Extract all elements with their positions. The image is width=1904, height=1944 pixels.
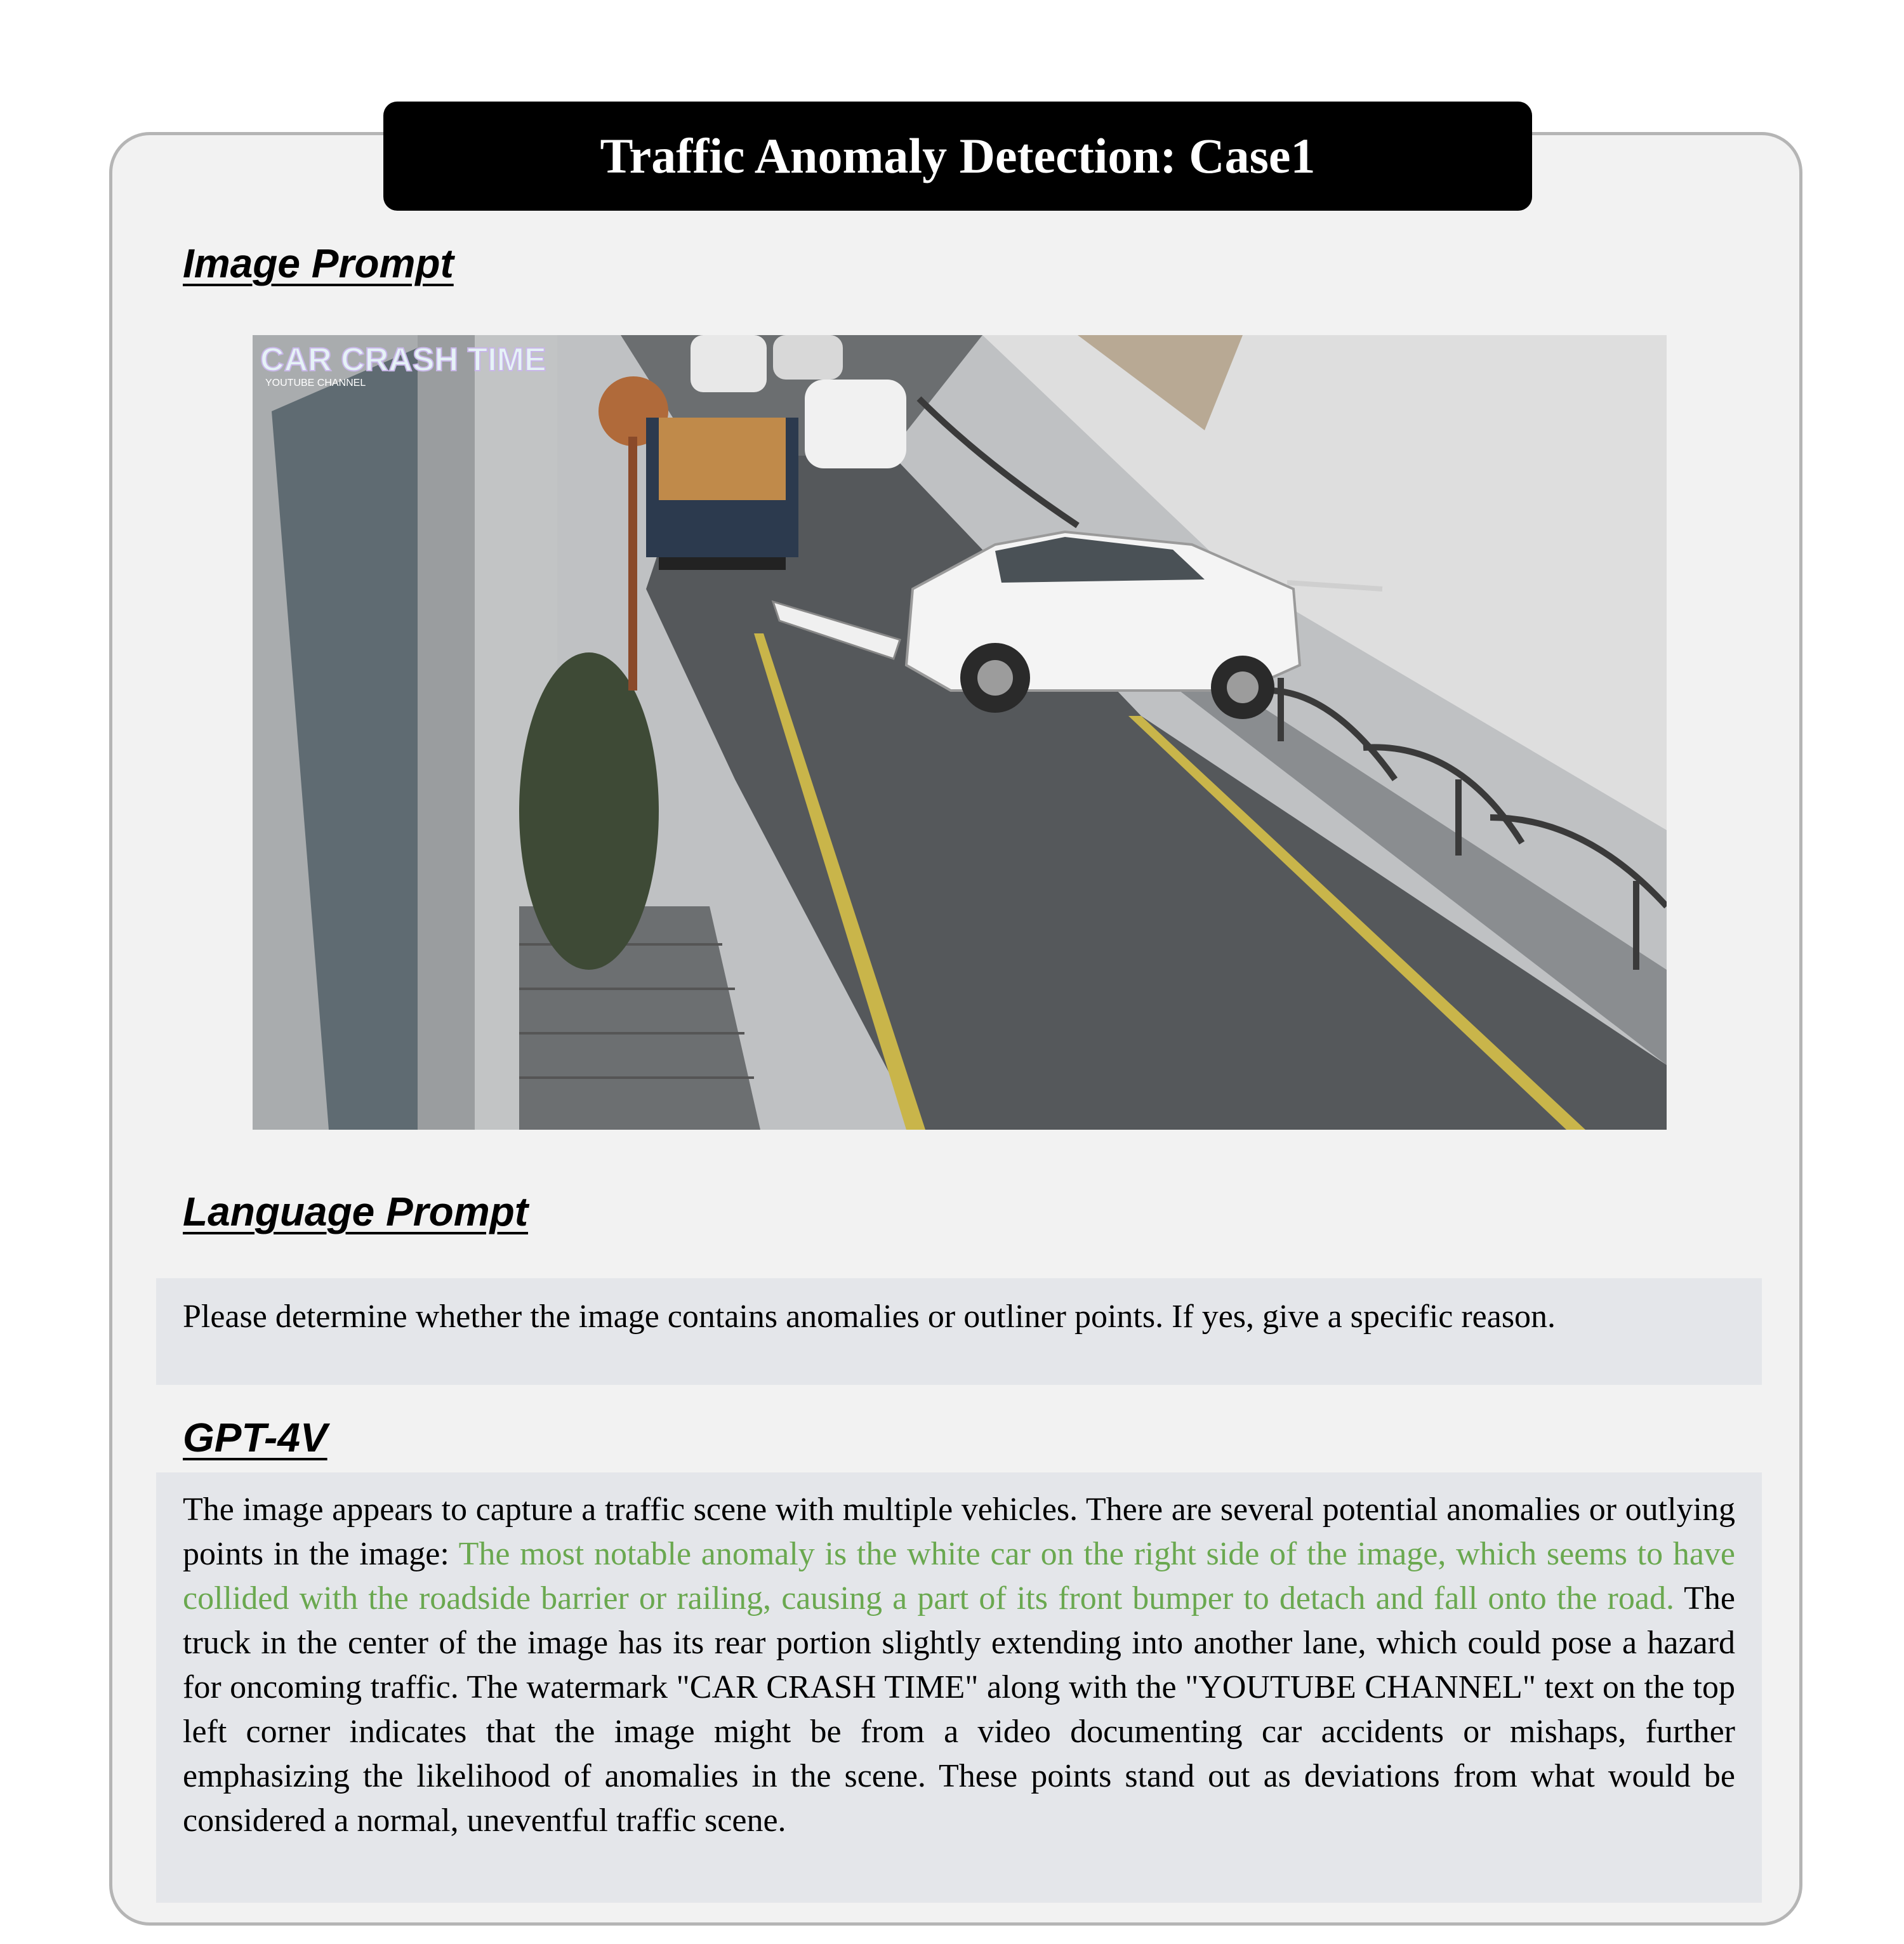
- language-prompt-heading: Language Prompt: [183, 1189, 529, 1234]
- gpt4v-answer-box: [156, 1472, 1762, 1903]
- gpt4v-heading: GPT-4V: [183, 1415, 327, 1460]
- language-prompt-box: [156, 1278, 1762, 1385]
- answer-intro: The image appears to capture a traffic scene with multiple vehicles. There are several potential anomalies or outlying points in the image:: [183, 1491, 1735, 1572]
- case-title: Traffic Anomaly Detection: Case1: [383, 102, 1532, 211]
- answer-rest: The truck in the center of the image has its rear portion slightly extending into another lane, which could pose a hazard for oncoming traffic. The watermark "CAR CRASH TIME" along with the "YOUTUBE CHANNEL" text on the top left corner indicates that the image might be from a video documenting car accidents or mishaps, further emphasizing the likelihood of anomalies in the scene. These points stand out as deviations from what would be considered a normal, uneventful traffic scene.: [183, 1580, 1736, 1839]
- language-prompt-text: Please determine whether the image contains anomalies or outliner points. If yes, give a specific reason.: [183, 1299, 1556, 1335]
- traffic-scene-image: [253, 335, 1667, 1130]
- watermark-sub: YOUTUBE CHANNEL: [265, 378, 366, 388]
- image-prompt-heading: Image Prompt: [183, 241, 454, 286]
- answer-highlight: The most notable anomaly is the white car on the right side of the image, which seems to have collided with the roadside barrier or railing, causing a part of its front bumper to detach and fall onto the road.: [183, 1536, 1736, 1617]
- watermark-main: CAR CRASH TIME: [260, 341, 546, 378]
